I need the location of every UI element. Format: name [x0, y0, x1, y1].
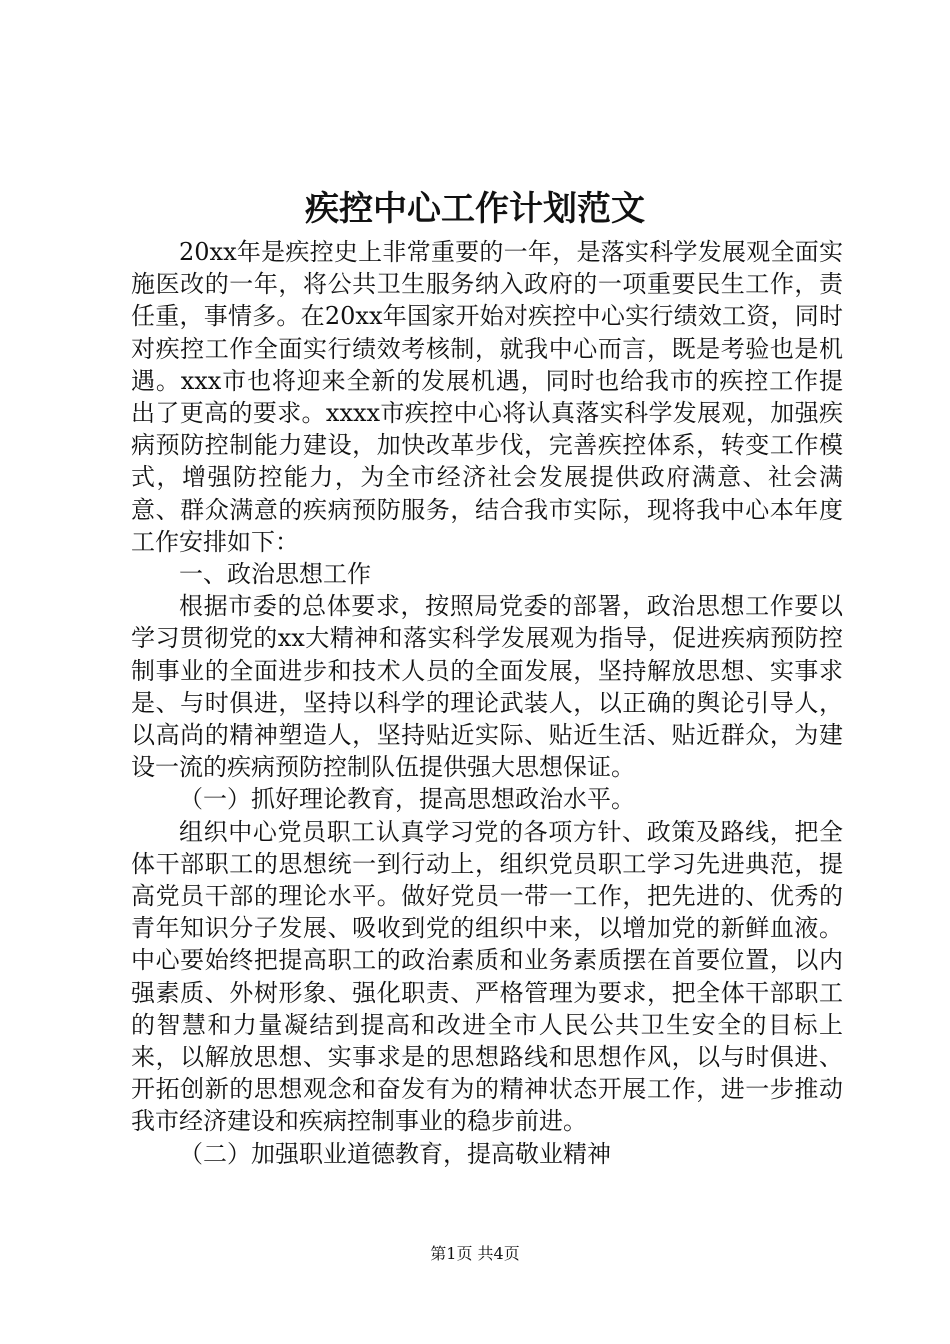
paragraph-intro: 20xx年是疾控史上非常重要的一年，是落实科学发展观全面实施医改的一年，将公共卫生服务纳入政府的一项重要民生工作，责任重，事情多。在20xx年国家开始对疾控中心实行绩效工资，同时对疾控工作全面实行绩效考核制，就我中心而言，既是考验也是机遇。xxx市也将迎来全新的发展机遇，同时也给我市的疾控工作提出了更高的要求。xxxx市疾控中心将认真落实科学发展观，加强疾病预防控制能力建设，加快改革步伐，完善疾控体系，转变工作模式，增强防控能力，为全市经济社会发展提供政府满意、社会满意、群众满意的疾病预防服务，结合我市实际，现将我中心本年度工作安排如下：: [131, 238, 843, 556]
subsection-heading-professional-ethics: （二）加强职业道德教育，提高敬业精神: [179, 1139, 611, 1168]
document-title: 疾控中心工作计划范文: [305, 189, 645, 229]
document-body: [131, 236, 843, 1170]
page-footer: [0, 1242, 950, 1266]
paragraph-political-work: 根据市委的总体要求，按照局党委的部署，政治思想工作要以学习贯彻党的xx大精神和落实科学发展观为指导，促进疾病预防控制事业的全面进步和技术人员的全面发展，坚持解放思想、实事求是、与时俱进，坚持以科学的理论武装人，以正确的舆论引导人，以高尚的精神塑造人，坚持贴近实际、贴近生活、贴近群众，为建设一流的疾病预防控制队伍提供强大思想保证。: [131, 592, 843, 782]
page-number-indicator: 第1页 共4页: [430, 1244, 520, 1263]
section-heading-political-work: 一、政治思想工作: [179, 560, 371, 589]
paragraph-theory-education: 组织中心党员职工认真学习党的各项方针、政策及路线，把全体干部职工的思想统一到行动上，组织党员职工学习先进典范，提高党员干部的理论水平。做好党员一带一工作，把先进的、优秀的青年知识分子发展、吸收到党的组织中来，以增加党的新鲜血液。中心要始终把提高职工的政治素质和业务素质摆在首要位置，以内强素质、外树形象、强化职责、严格管理为要求，把全体干部职工的智慧和力量凝结到提高和改进全市人民公共卫生安全的目标上来，以解放思想、实事求是的思想路线和思想作风，以与时俱进、开拓创新的思想观念和奋发有为的精神状态开展工作，进一步推动我市经济建设和疾病控制事业的稳步前进。: [131, 817, 843, 1136]
subsection-heading-theory-education: （一）抓好理论教育，提高思想政治水平。: [179, 785, 635, 814]
